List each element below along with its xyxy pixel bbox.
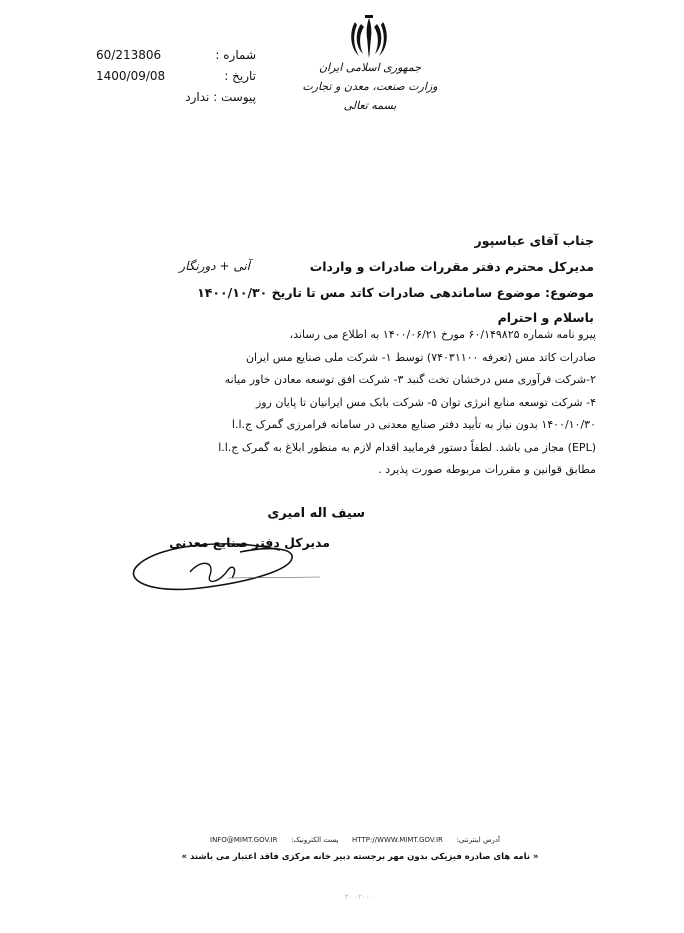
footer-website: HTTP://WWW.MIMT.GOV.IR	[352, 836, 443, 844]
footer-contacts	[210, 836, 500, 844]
footer-email: INFO@MIMT.GOV.IR	[210, 836, 278, 844]
country-name: جمهوری اسلامی ایران	[318, 61, 422, 74]
greeting: باسلام و احترام	[497, 310, 594, 325]
invocation: بسمه تعالی	[343, 99, 397, 112]
handwritten-note: آنی + دورنگار	[179, 259, 250, 273]
attachment-label: پیوست : ندارد	[185, 90, 256, 104]
footer-validity-note: « نامه های صادره فیزیکی بدون مهر برجسته دبیر خانه مرکزی فاقد اعتبار می باشند »	[181, 852, 539, 862]
date-value: 1400/09/08	[96, 69, 166, 83]
body-line: ۴- شرکت توسعه منابع انرژی توان ۵- شرکت بابک مس ایرانیان تا پایان روز	[255, 395, 596, 409]
body-line: صادرات کاتد مس (تعرفه ۷۴۰۳۱۱۰۰) توسط ۱- شرکت ملی صنایع مس ایران	[245, 350, 596, 364]
faint-mark: ۳۰ ۰۲۰۰ ۰	[344, 893, 376, 901]
iran-emblem-icon	[345, 14, 393, 62]
footer-address-label: آدرس اینترنتی:	[456, 836, 500, 844]
date-label: تاریخ :	[224, 69, 256, 83]
letter-body	[88, 324, 596, 482]
ministry-heading	[300, 58, 440, 115]
body-line: ۱۴۰۰/۱۰/۳۰ بدون نیاز به تأیید دفتر صنایع معدنی در سامانه فرامرزی گمرک ج.ا.ا	[231, 418, 596, 431]
ministry-name: وزارت صنعت، معدن و تجارت	[302, 80, 438, 93]
salutation: جناب آقای عباسپور	[474, 233, 594, 248]
body-line: مطابق قوانین و مقررات مربوطه صورت پذیرد .	[378, 463, 596, 476]
number-label: شماره :	[215, 48, 256, 62]
footer-email-label: پست الکترونیک:	[291, 836, 339, 844]
body-line: (EPL) مجاز می باشد. لطفاً دستور فرمایید اقدام لازم به منظور ابلاغ به گمرک ج.ا.ا	[218, 440, 596, 454]
signatory-name: سیف اله امیری	[267, 506, 365, 521]
body-line: پیرو نامه شماره ۶۰/۱۴۹۸۲۵ مورخ ۱۴۰۰/۰۶/۲۱ به اطلاع می رساند،	[289, 328, 596, 341]
recipient: مدیرکل محترم دفتر مقررات صادرات و واردات	[309, 259, 594, 274]
body-line: ۲-شرکت فرآوری مس درخشان تخت گنبد ۳- شرکت افق توسعه معادن خاور میانه	[224, 373, 596, 386]
number-value: 60/213806	[96, 48, 162, 62]
subject: موضوع: موضوع ساماندهی صادرات کاتد مس تا تاریخ ۱۴۰۰/۱۰/۳۰	[197, 285, 594, 300]
letter-meta	[96, 45, 256, 108]
signature-scribble	[120, 520, 320, 600]
signatory-title: مدیرکل دفتر صنایع معدنی	[169, 535, 330, 550]
